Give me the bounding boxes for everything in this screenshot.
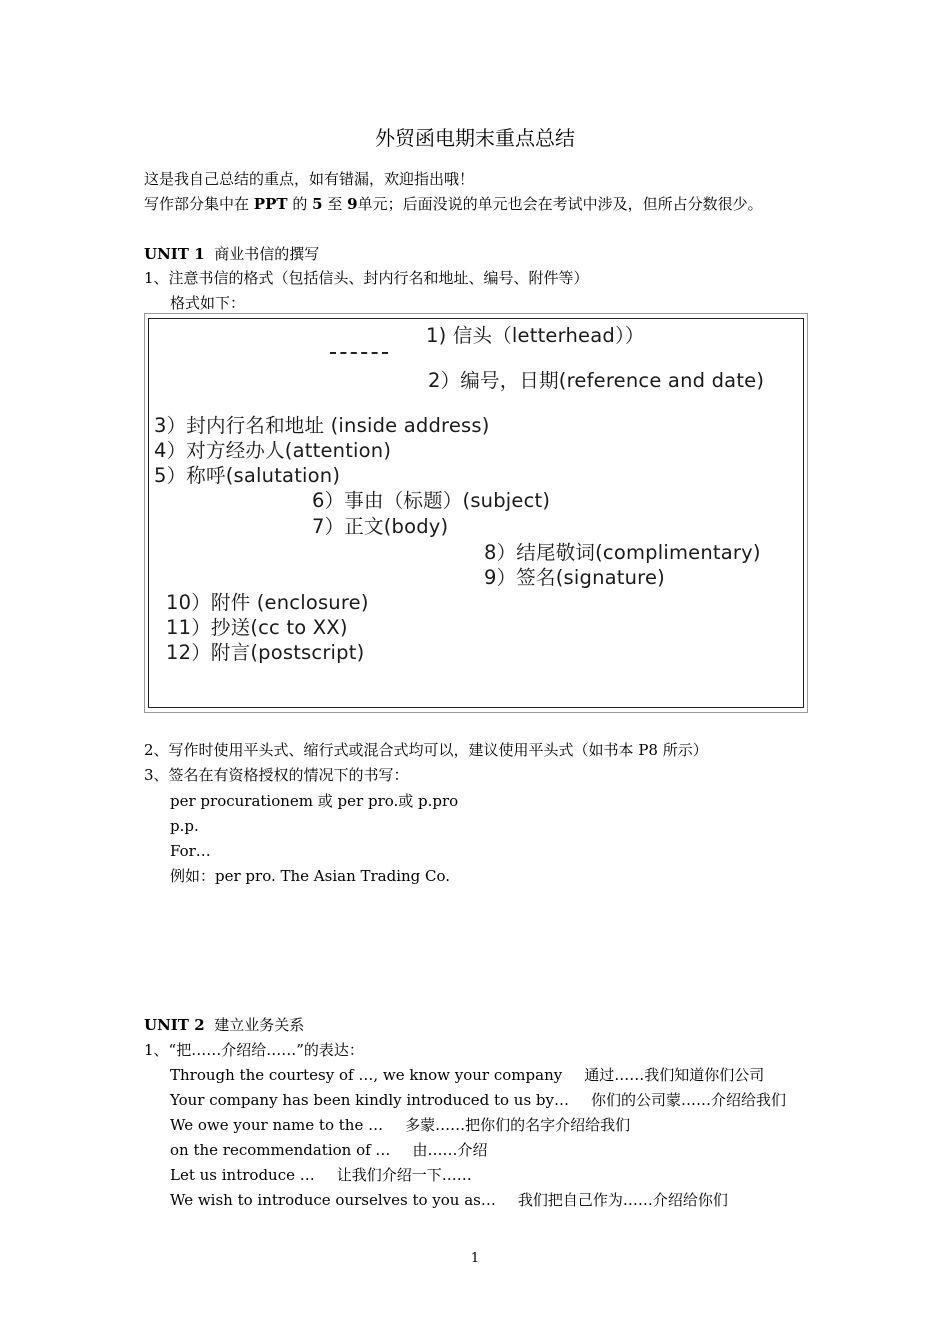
intro-unit-end: 9 — [347, 195, 358, 213]
fig-body: 7）正文(body) — [312, 515, 449, 538]
fig-enclosure: 10）附件 (enclosure) — [166, 591, 369, 614]
unit1-name: 商业书信的撰写 — [214, 245, 320, 263]
expression-cn: 你们的公司蒙……介绍给我们 — [591, 1091, 787, 1109]
fig-inside-address: 3）封内行名和地址 (inside address) — [154, 414, 490, 437]
unit1-point-1: 1、注意书信的格式（包括信头、封内行名和地址、编号、附件等） — [144, 269, 589, 287]
expression-cn: 多蒙……把你们的名字介绍给我们 — [405, 1116, 631, 1134]
format-intro: 格式如下： — [170, 294, 246, 312]
fig-divider — [330, 352, 388, 356]
expression-cn: 让我们介绍一下…… — [336, 1166, 472, 1184]
unit1-point-3: 3、签名在有资格授权的情况下的书写： — [144, 766, 409, 784]
fig-salutation: 5）称呼(salutation) — [154, 464, 341, 487]
expression-en: We wish to introduce ourselves to you as… — [170, 1191, 496, 1209]
signature-example: 例如：per pro. The Asian Trading Co. — [170, 867, 451, 885]
expression-en: Let us introduce … — [170, 1166, 315, 1184]
expression-row — [170, 1116, 630, 1134]
intro-text-c: 至 — [327, 195, 343, 213]
unit1-code: UNIT 1 — [144, 245, 205, 263]
unit2-point-1: 1、“把……介绍给……”的表达： — [144, 1041, 364, 1059]
intro-text-d: 单元；后面没说的单元也会在考试中涉及，但所占分数很少。 — [357, 195, 763, 213]
intro-ppt: PPT — [253, 195, 288, 213]
intro-line-1: 这是我自己总结的重点，如有错漏，欢迎指出哦！ — [144, 170, 475, 188]
unit1-point-2: 2、写作时使用平头式、缩行式或混合式均可以，建议使用平头式（如书本 P8 所示） — [144, 741, 708, 759]
intro-text-a: 写作部分集中在 — [144, 195, 250, 213]
page-number: 1 — [470, 1251, 480, 1266]
intro-text-b: 的 — [292, 195, 308, 213]
expression-row — [170, 1191, 728, 1209]
fig-postscript: 12）附言(postscript) — [166, 641, 365, 664]
fig-complimentary: 8）结尾敬词(complimentary) — [484, 541, 761, 564]
fig-reference: 2）编号，日期(reference and date) — [428, 369, 765, 392]
expression-row — [170, 1091, 786, 1109]
unit1-heading — [144, 245, 319, 263]
expression-cn: 我们把自己作为……介绍给你们 — [517, 1191, 728, 1209]
intro-unit-start: 5 — [312, 195, 323, 213]
fig-cc: 11）抄送(cc to XX) — [166, 616, 348, 639]
fig-attention: 4）对方经办人(attention) — [154, 439, 392, 462]
fig-subject: 6）事由（标题）(subject) — [312, 489, 551, 512]
unit2-heading — [144, 1016, 304, 1034]
expression-cn: 通过……我们知道你们公司 — [584, 1066, 765, 1084]
signature-form-3: For… — [170, 842, 211, 860]
fig-signature: 9）签名(signature) — [484, 566, 665, 589]
expression-cn: 由……介绍 — [412, 1141, 488, 1159]
expression-en: Your company has been kindly introduced to us by… — [170, 1091, 570, 1109]
expression-row — [170, 1066, 764, 1084]
expression-row — [170, 1141, 487, 1159]
unit2-name: 建立业务关系 — [214, 1016, 305, 1034]
unit2-code: UNIT 2 — [144, 1016, 205, 1034]
signature-form-2: p.p. — [170, 817, 199, 835]
signature-form-1: per procurationem 或 per pro.或 p.pro — [170, 792, 459, 810]
fig-letterhead: 1) 信头（letterhead）） — [426, 324, 645, 347]
intro-line-2 — [144, 195, 763, 213]
page-title: 外贸函电期末重点总结 — [375, 126, 575, 150]
expression-en: on the recommendation of … — [170, 1141, 391, 1159]
expression-en: Through the courtesy of …, we know your company — [170, 1066, 563, 1084]
expression-row — [170, 1166, 472, 1184]
expression-en: We owe your name to the … — [170, 1116, 384, 1134]
